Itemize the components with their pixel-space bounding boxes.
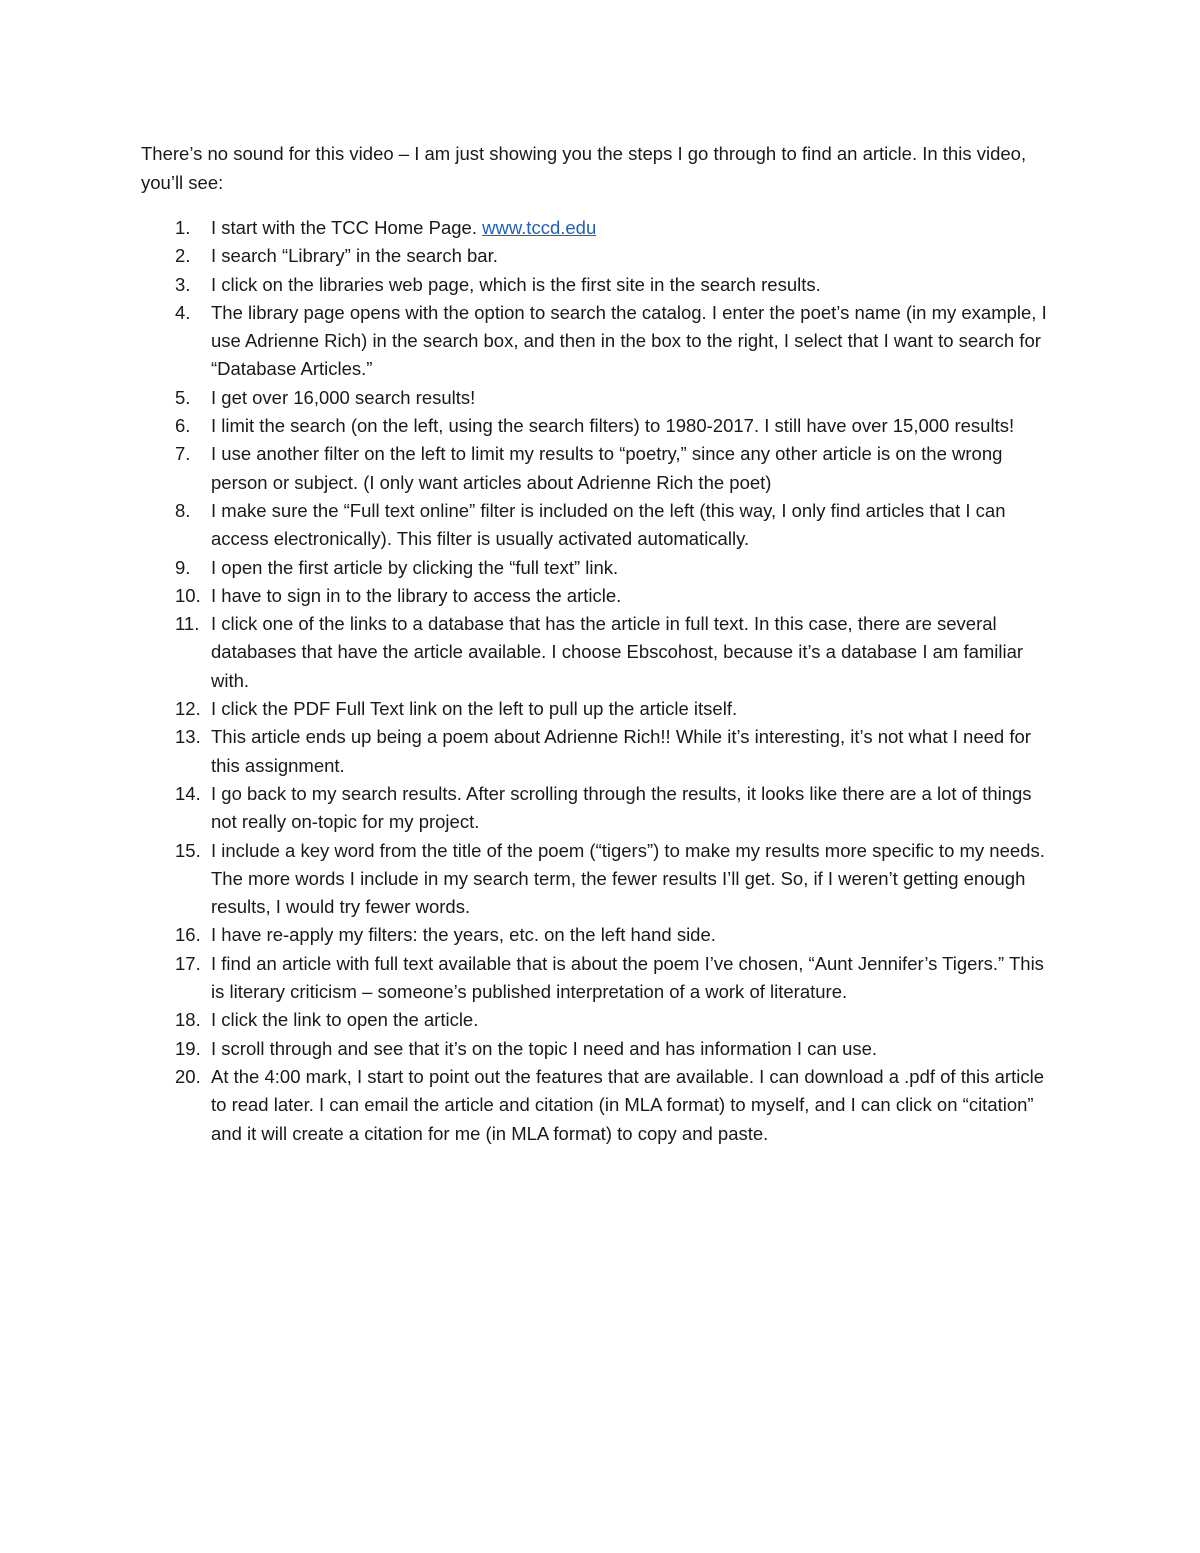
list-item — [141, 440, 1061, 497]
list-item-text: I click the link to open the article. — [211, 1009, 479, 1031]
list-item — [141, 695, 1061, 723]
list-item-text: I have to sign in to the library to access the article. — [211, 584, 622, 606]
list-item-text: I scroll through and see that it’s on the topic I need and has information I can use. — [211, 1037, 878, 1059]
list-number: 9. — [175, 556, 191, 578]
list-item-text: I have re-apply my filters: the years, etc. on the left hand side. — [211, 924, 716, 946]
list-item-text: I find an article with full text available that is about the poem I’ve chosen, “Aunt Jennifer’s Tigers.” This is literary criticism – someone’s published interpretation of a work of literature. — [211, 952, 1044, 1003]
list-number: 13. — [175, 726, 201, 748]
list-item-text: I click on the libraries web page, which is the first site in the search results. — [211, 273, 821, 295]
list-item-text: I include a key word from the title of the poem (“tigers”) to make my results more specific to my needs. The more words I include in my search term, the fewer results I’ll get. So, if I weren’t getting enough results, I would try fewer words. — [211, 839, 1045, 918]
list-number: 1. — [175, 217, 191, 238]
list-number: 18. — [175, 1009, 201, 1031]
list-item-text: I click one of the links to a database that has the article in full text. In this case, there are several databases that have the article available. I choose Ebscohost, because it’s a database I am familiar with. — [211, 613, 1024, 691]
list-item-text: I use another filter on the left to limit my results to “poetry,” since any other article is on the wrong person or subject. (I only want articles about Adrienne Rich the poet) — [211, 443, 1003, 493]
list-item — [141, 723, 1061, 780]
list-item-text: I click the PDF Full Text link on the left to pull up the article itself. — [211, 698, 738, 720]
list-item-text: I start with the TCC Home Page. — [211, 217, 483, 238]
list-item — [141, 837, 1061, 922]
list-number: 16. — [175, 924, 201, 946]
intro-paragraph: There’s no sound for this video – I am just showing you the steps I go through to find an article. In this video, you’ll see: — [141, 143, 1027, 193]
list-item — [141, 1063, 1061, 1148]
list-item — [141, 242, 1061, 270]
list-item — [141, 271, 1061, 299]
list-number: 4. — [175, 301, 191, 323]
list-item — [141, 1006, 1061, 1034]
tccd-link[interactable]: www.tccd.edu — [482, 217, 597, 238]
list-number: 6. — [175, 415, 191, 437]
list-number: 17. — [175, 952, 201, 974]
list-number: 20. — [175, 1065, 201, 1087]
list-item-text: I get over 16,000 search results! — [211, 386, 476, 408]
list-item-text: At the 4:00 mark, I start to point out the features that are available. I can download a .pdf of this article to read later. I can email the article and citation (in MLA format) to myself, and I can click on “citation” and it will create a citation for me (in MLA format) to copy and paste. — [211, 1065, 1044, 1144]
list-item-text: I search “Library” in the search bar. — [211, 245, 498, 267]
list-item-text: I limit the search (on the left, using the search filters) to 1980-2017. I still have over 15,000 results! — [211, 415, 1015, 437]
list-item-text: I make sure the “Full text online” filter is included on the left (this way, I only find articles that I can access electronically). This filter is usually activated automatically. — [211, 499, 1006, 550]
document-body — [141, 140, 1061, 1148]
list-item-text: I open the first article by clicking the “full text” link. — [211, 556, 619, 578]
steps-list — [141, 214, 1061, 1148]
list-item — [141, 412, 1061, 440]
list-item-text: The library page opens with the option to search the catalog. I enter the poet’s name (in my example, I use Adrienne Rich) in the search box, and then in the box to the right, I select that I want to search for “Database Articles.” — [211, 301, 1047, 380]
list-item — [141, 1035, 1061, 1063]
list-number: 5. — [175, 386, 191, 408]
list-item — [141, 214, 1061, 242]
list-item — [141, 921, 1061, 949]
list-number: 14. — [175, 782, 201, 804]
list-item — [141, 384, 1061, 412]
list-number: 3. — [175, 273, 191, 295]
list-item — [141, 780, 1061, 837]
list-number: 10. — [175, 584, 201, 606]
list-item — [141, 610, 1061, 695]
list-number: 2. — [175, 245, 191, 267]
list-item — [141, 497, 1061, 554]
list-number: 11. — [175, 613, 200, 635]
list-item — [141, 950, 1061, 1007]
list-item — [141, 299, 1061, 384]
list-item-text: This article ends up being a poem about Adrienne Rich!! While it’s interesting, it’s not what I need for this assignment. — [211, 726, 1031, 776]
list-item — [141, 554, 1061, 582]
list-item — [141, 582, 1061, 610]
list-number: 19. — [175, 1037, 201, 1059]
list-number: 15. — [175, 839, 201, 861]
list-item-text: I go back to my search results. After scrolling through the results, it looks like there are a lot of things not really on-topic for my project. — [211, 782, 1032, 833]
list-number: 8. — [175, 499, 191, 521]
list-number: 12. — [175, 698, 201, 720]
list-number: 7. — [175, 443, 191, 465]
